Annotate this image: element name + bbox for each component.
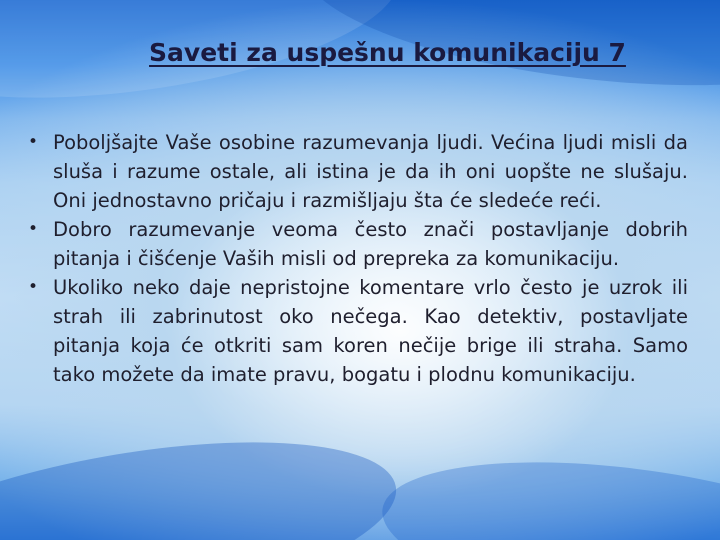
bullet-text: Ukoliko neko daje nepristojne komentare vrlo često je uzrok ili strah ili zabrinutost oko nečega. Kao detektiv, postavljate pitanja koja će otkriti sam koren nečije brige ili straha. Samo tako možete da imate pravu, bogatu i plodnu komunikaciju.	[53, 276, 688, 386]
slide-title: Saveti za uspešnu komunikaciju 7	[149, 38, 626, 67]
bullet-text: Poboljšajte Vaše osobine razumevanja ljudi. Većina ljudi misli da sluša i razume ostale, ali istina je da ih oni uopšte ne slušaju. Oni jednostavno pričaju i razmišljaju šta će sledeće reći.	[53, 131, 688, 212]
bullet-marker: •	[28, 219, 39, 239]
background-swoosh	[0, 408, 410, 540]
bullet-item	[26, 215, 688, 273]
bullet-text: Dobro razumevanje veoma često znači postavljanje dobrih pitanja i čišćenje Vaših misli od prepreka za komunikaciju.	[53, 218, 688, 270]
background-swoosh	[372, 435, 720, 540]
bullet-marker: •	[28, 277, 39, 297]
bullet-item	[26, 128, 688, 215]
bullet-marker: •	[28, 132, 39, 152]
bullet-list	[26, 128, 688, 389]
bullet-item	[26, 273, 688, 389]
